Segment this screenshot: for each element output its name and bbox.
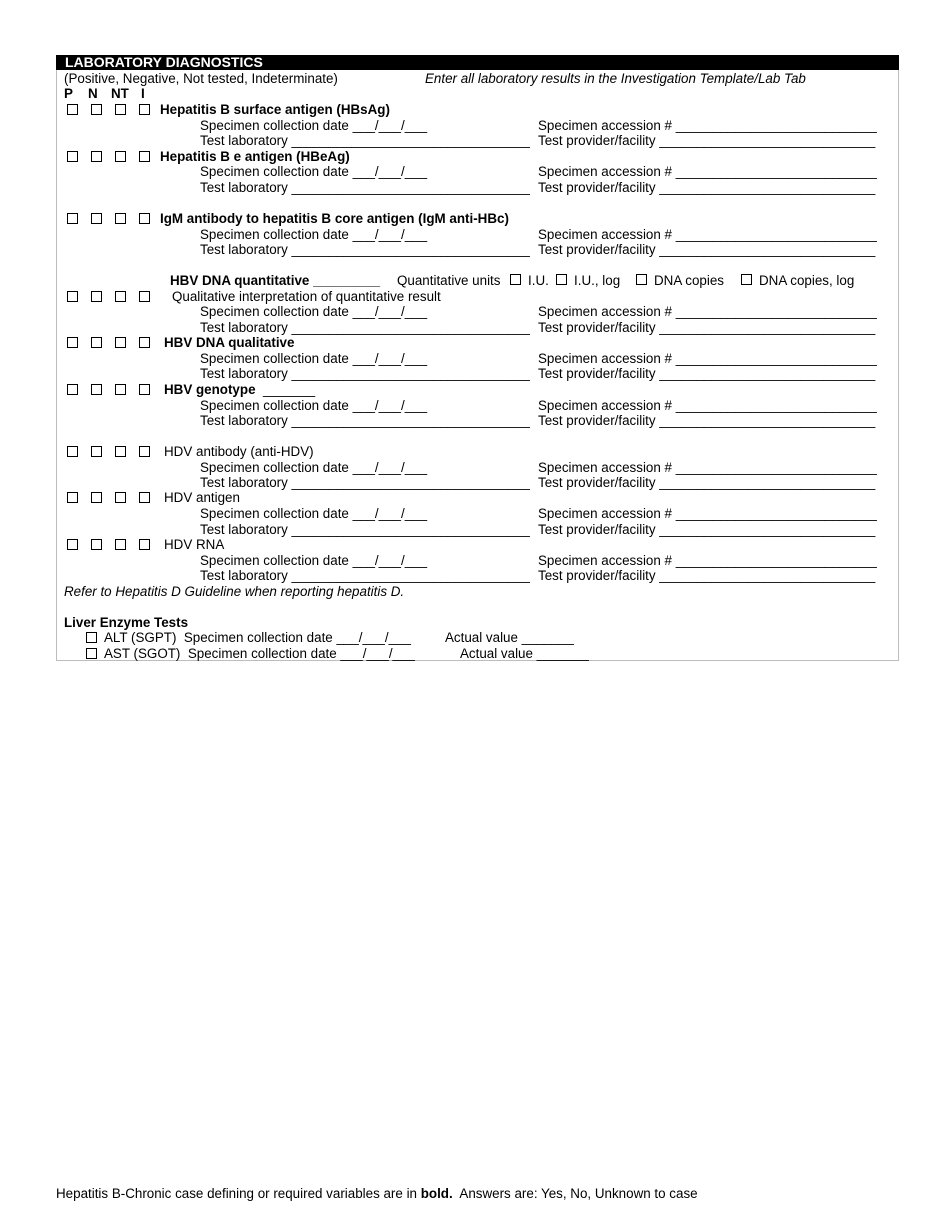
dnaqual-accession-field[interactable]: Specimen accession # ___________________________ bbox=[538, 351, 877, 366]
hbsag-provider-field[interactable]: Test provider/facility _____________________________ bbox=[538, 133, 876, 148]
unit-dna-copies-log-checkbox[interactable] bbox=[741, 274, 752, 285]
hdvag-positive-checkbox[interactable] bbox=[67, 492, 78, 503]
igm-accession-field[interactable]: Specimen accession # ___________________________ bbox=[538, 227, 877, 242]
ast-checkbox[interactable] bbox=[86, 648, 97, 659]
genotype-accession-field[interactable]: Specimen accession # ___________________________ bbox=[538, 398, 877, 413]
genotype-field[interactable]: _______ bbox=[263, 382, 316, 397]
hbeag-not-tested-checkbox[interactable] bbox=[115, 151, 126, 162]
hdvab-test-lab-field[interactable]: Test laboratory ________________________________ bbox=[200, 475, 530, 490]
quant-units-label: Quantitative units bbox=[397, 273, 501, 288]
hdvab-not-tested-checkbox[interactable] bbox=[115, 446, 126, 457]
footer-text-pre: Hepatitis B-Chronic case defining or required variables are in bbox=[56, 1186, 421, 1201]
unit-iu-label: I.U. bbox=[528, 273, 549, 288]
hdvag-negative-checkbox[interactable] bbox=[91, 492, 102, 503]
hdvrna-test-lab-field[interactable]: Test laboratory ________________________________ bbox=[200, 568, 530, 583]
col-header-n: N bbox=[88, 86, 98, 101]
footer-note bbox=[56, 1186, 698, 1201]
igm-test-lab-field[interactable]: Test laboratory ________________________________ bbox=[200, 242, 530, 257]
unit-iu-log-label: I.U., log bbox=[574, 273, 621, 288]
dnaqual-negative-checkbox[interactable] bbox=[91, 337, 102, 348]
dnaqual-positive-checkbox[interactable] bbox=[67, 337, 78, 348]
col-header-nt: NT bbox=[111, 86, 129, 101]
qual-interp-label: Qualitative interpretation of quantitative result bbox=[172, 289, 441, 304]
hdvab-indeterminate-checkbox[interactable] bbox=[139, 446, 150, 457]
ast-collection-date-field[interactable]: AST (SGOT) Specimen collection date ___/___/___ bbox=[104, 646, 415, 661]
genotype-provider-field[interactable]: Test provider/facility _____________________________ bbox=[538, 413, 876, 428]
dnaqual-test-lab-field[interactable]: Test laboratory ________________________________ bbox=[200, 366, 530, 381]
hbeag-indeterminate-checkbox[interactable] bbox=[139, 151, 150, 162]
alt-checkbox[interactable] bbox=[86, 632, 97, 643]
footer-text-bold: bold. bbox=[420, 1186, 453, 1201]
hdvab-accession-field[interactable]: Specimen accession # ___________________________ bbox=[538, 460, 877, 475]
hdvrna-accession-field[interactable]: Specimen accession # ___________________________ bbox=[538, 553, 877, 568]
hdvag-collection-date-field[interactable]: Specimen collection date ___/___/___ bbox=[200, 506, 428, 521]
hdvag-provider-field[interactable]: Test provider/facility _____________________________ bbox=[538, 522, 876, 537]
hbeag-negative-checkbox[interactable] bbox=[91, 151, 102, 162]
dnaquant-indeterminate-checkbox[interactable] bbox=[139, 291, 150, 302]
dnaqual-provider-field[interactable]: Test provider/facility _____________________________ bbox=[538, 366, 876, 381]
dnaquant-provider-field[interactable]: Test provider/facility _____________________________ bbox=[538, 320, 876, 335]
hbsag-negative-checkbox[interactable] bbox=[91, 104, 102, 115]
hbsag-positive-checkbox[interactable] bbox=[67, 104, 78, 115]
igm-label: IgM antibody to hepatitis B core antigen (IgM anti-HBc) bbox=[160, 211, 509, 226]
dnaqual-collection-date-field[interactable]: Specimen collection date ___/___/___ bbox=[200, 351, 428, 366]
footer-text-post: Answers are: Yes, No, Unknown to case bbox=[452, 1186, 698, 1201]
legend-text: (Positive, Negative, Not tested, Indeterminate) bbox=[64, 71, 338, 86]
dna-quant-label[interactable]: HBV DNA quantitative _________ bbox=[170, 273, 381, 288]
unit-dna-copies-label: DNA copies bbox=[654, 273, 724, 288]
igm-indeterminate-checkbox[interactable] bbox=[139, 213, 150, 224]
instruction-text: Enter all laboratory results in the Investigation Template/Lab Tab bbox=[425, 71, 806, 86]
hdvab-label: HDV antibody (anti-HDV) bbox=[164, 444, 314, 459]
unit-iu-checkbox[interactable] bbox=[510, 274, 521, 285]
dnaquant-test-lab-field[interactable]: Test laboratory ________________________________ bbox=[200, 320, 530, 335]
hdvrna-indeterminate-checkbox[interactable] bbox=[139, 539, 150, 550]
hbeag-label: Hepatitis B e antigen (HBeAg) bbox=[160, 149, 350, 164]
hdvrna-collection-date-field[interactable]: Specimen collection date ___/___/___ bbox=[200, 553, 428, 568]
genotype-test-lab-field[interactable]: Test laboratory ________________________________ bbox=[200, 413, 530, 428]
hbsag-collection-date-field[interactable]: Specimen collection date ___/___/___ bbox=[200, 118, 428, 133]
hdvab-provider-field[interactable]: Test provider/facility _____________________________ bbox=[538, 475, 876, 490]
unit-iu-log-checkbox[interactable] bbox=[556, 274, 567, 285]
igm-not-tested-checkbox[interactable] bbox=[115, 213, 126, 224]
alt-actual-value-field[interactable]: Actual value _______ bbox=[445, 630, 574, 645]
hbeag-positive-checkbox[interactable] bbox=[67, 151, 78, 162]
dnaqual-indeterminate-checkbox[interactable] bbox=[139, 337, 150, 348]
section-title: LABORATORY DIAGNOSTICS bbox=[56, 55, 899, 70]
dnaquant-positive-checkbox[interactable] bbox=[67, 291, 78, 302]
hbsag-accession-field[interactable]: Specimen accession # ___________________________ bbox=[538, 118, 877, 133]
ast-actual-value-field[interactable]: Actual value _______ bbox=[460, 646, 589, 661]
unit-dna-copies-checkbox[interactable] bbox=[636, 274, 647, 285]
igm-positive-checkbox[interactable] bbox=[67, 213, 78, 224]
dnaquant-collection-date-field[interactable]: Specimen collection date ___/___/___ bbox=[200, 304, 428, 319]
hdvab-positive-checkbox[interactable] bbox=[67, 446, 78, 457]
hbsag-not-tested-checkbox[interactable] bbox=[115, 104, 126, 115]
hdvrna-not-tested-checkbox[interactable] bbox=[115, 539, 126, 550]
igm-collection-date-field[interactable]: Specimen collection date ___/___/___ bbox=[200, 227, 428, 242]
genotype-negative-checkbox[interactable] bbox=[91, 384, 102, 395]
dnaquant-accession-field[interactable]: Specimen accession # ___________________________ bbox=[538, 304, 877, 319]
hdvab-negative-checkbox[interactable] bbox=[91, 446, 102, 457]
hbeag-test-lab-field[interactable]: Test laboratory ________________________________ bbox=[200, 180, 530, 195]
hdvag-label: HDV antigen bbox=[164, 490, 240, 505]
genotype-indeterminate-checkbox[interactable] bbox=[139, 384, 150, 395]
dnaqual-label: HBV DNA qualitative bbox=[164, 335, 295, 350]
liver-enzyme-title: Liver Enzyme Tests bbox=[64, 615, 189, 630]
hdvag-test-lab-field[interactable]: Test laboratory ________________________________ bbox=[200, 522, 530, 537]
hbsag-test-lab-field[interactable]: Test laboratory ________________________________ bbox=[200, 133, 530, 148]
dnaquant-not-tested-checkbox[interactable] bbox=[115, 291, 126, 302]
igm-negative-checkbox[interactable] bbox=[91, 213, 102, 224]
genotype-positive-checkbox[interactable] bbox=[67, 384, 78, 395]
hbsag-label: Hepatitis B surface antigen (HBsAg) bbox=[160, 102, 390, 117]
hdv-guideline-note: Refer to Hepatitis D Guideline when reporting hepatitis D. bbox=[64, 584, 405, 599]
genotype-not-tested-checkbox[interactable] bbox=[115, 384, 126, 395]
hdvrna-positive-checkbox[interactable] bbox=[67, 539, 78, 550]
unit-dna-copies-log-label: DNA copies, log bbox=[759, 273, 855, 288]
hdvag-not-tested-checkbox[interactable] bbox=[115, 492, 126, 503]
hdvab-collection-date-field[interactable]: Specimen collection date ___/___/___ bbox=[200, 460, 428, 475]
hbeag-collection-date-field[interactable]: Specimen collection date ___/___/___ bbox=[200, 164, 428, 179]
igm-provider-field[interactable]: Test provider/facility _____________________________ bbox=[538, 242, 876, 257]
dnaquant-negative-checkbox[interactable] bbox=[91, 291, 102, 302]
hdvag-indeterminate-checkbox[interactable] bbox=[139, 492, 150, 503]
genotype-collection-date-field[interactable]: Specimen collection date ___/___/___ bbox=[200, 398, 428, 413]
hdvag-accession-field[interactable]: Specimen accession # ___________________________ bbox=[538, 506, 877, 521]
col-header-p: P bbox=[64, 86, 73, 101]
alt-collection-date-field[interactable]: ALT (SGPT) Specimen collection date ___/___/___ bbox=[104, 630, 411, 645]
dnaqual-not-tested-checkbox[interactable] bbox=[115, 337, 126, 348]
hbsag-indeterminate-checkbox[interactable] bbox=[139, 104, 150, 115]
hdvrna-label: HDV RNA bbox=[164, 537, 225, 552]
hbeag-accession-field[interactable]: Specimen accession # ___________________________ bbox=[538, 164, 877, 179]
hbeag-provider-field[interactable]: Test provider/facility _____________________________ bbox=[538, 180, 876, 195]
col-header-i: I bbox=[141, 86, 145, 101]
hdvrna-negative-checkbox[interactable] bbox=[91, 539, 102, 550]
genotype-label: HBV genotype bbox=[164, 382, 256, 397]
hdvrna-provider-field[interactable]: Test provider/facility _____________________________ bbox=[538, 568, 876, 583]
